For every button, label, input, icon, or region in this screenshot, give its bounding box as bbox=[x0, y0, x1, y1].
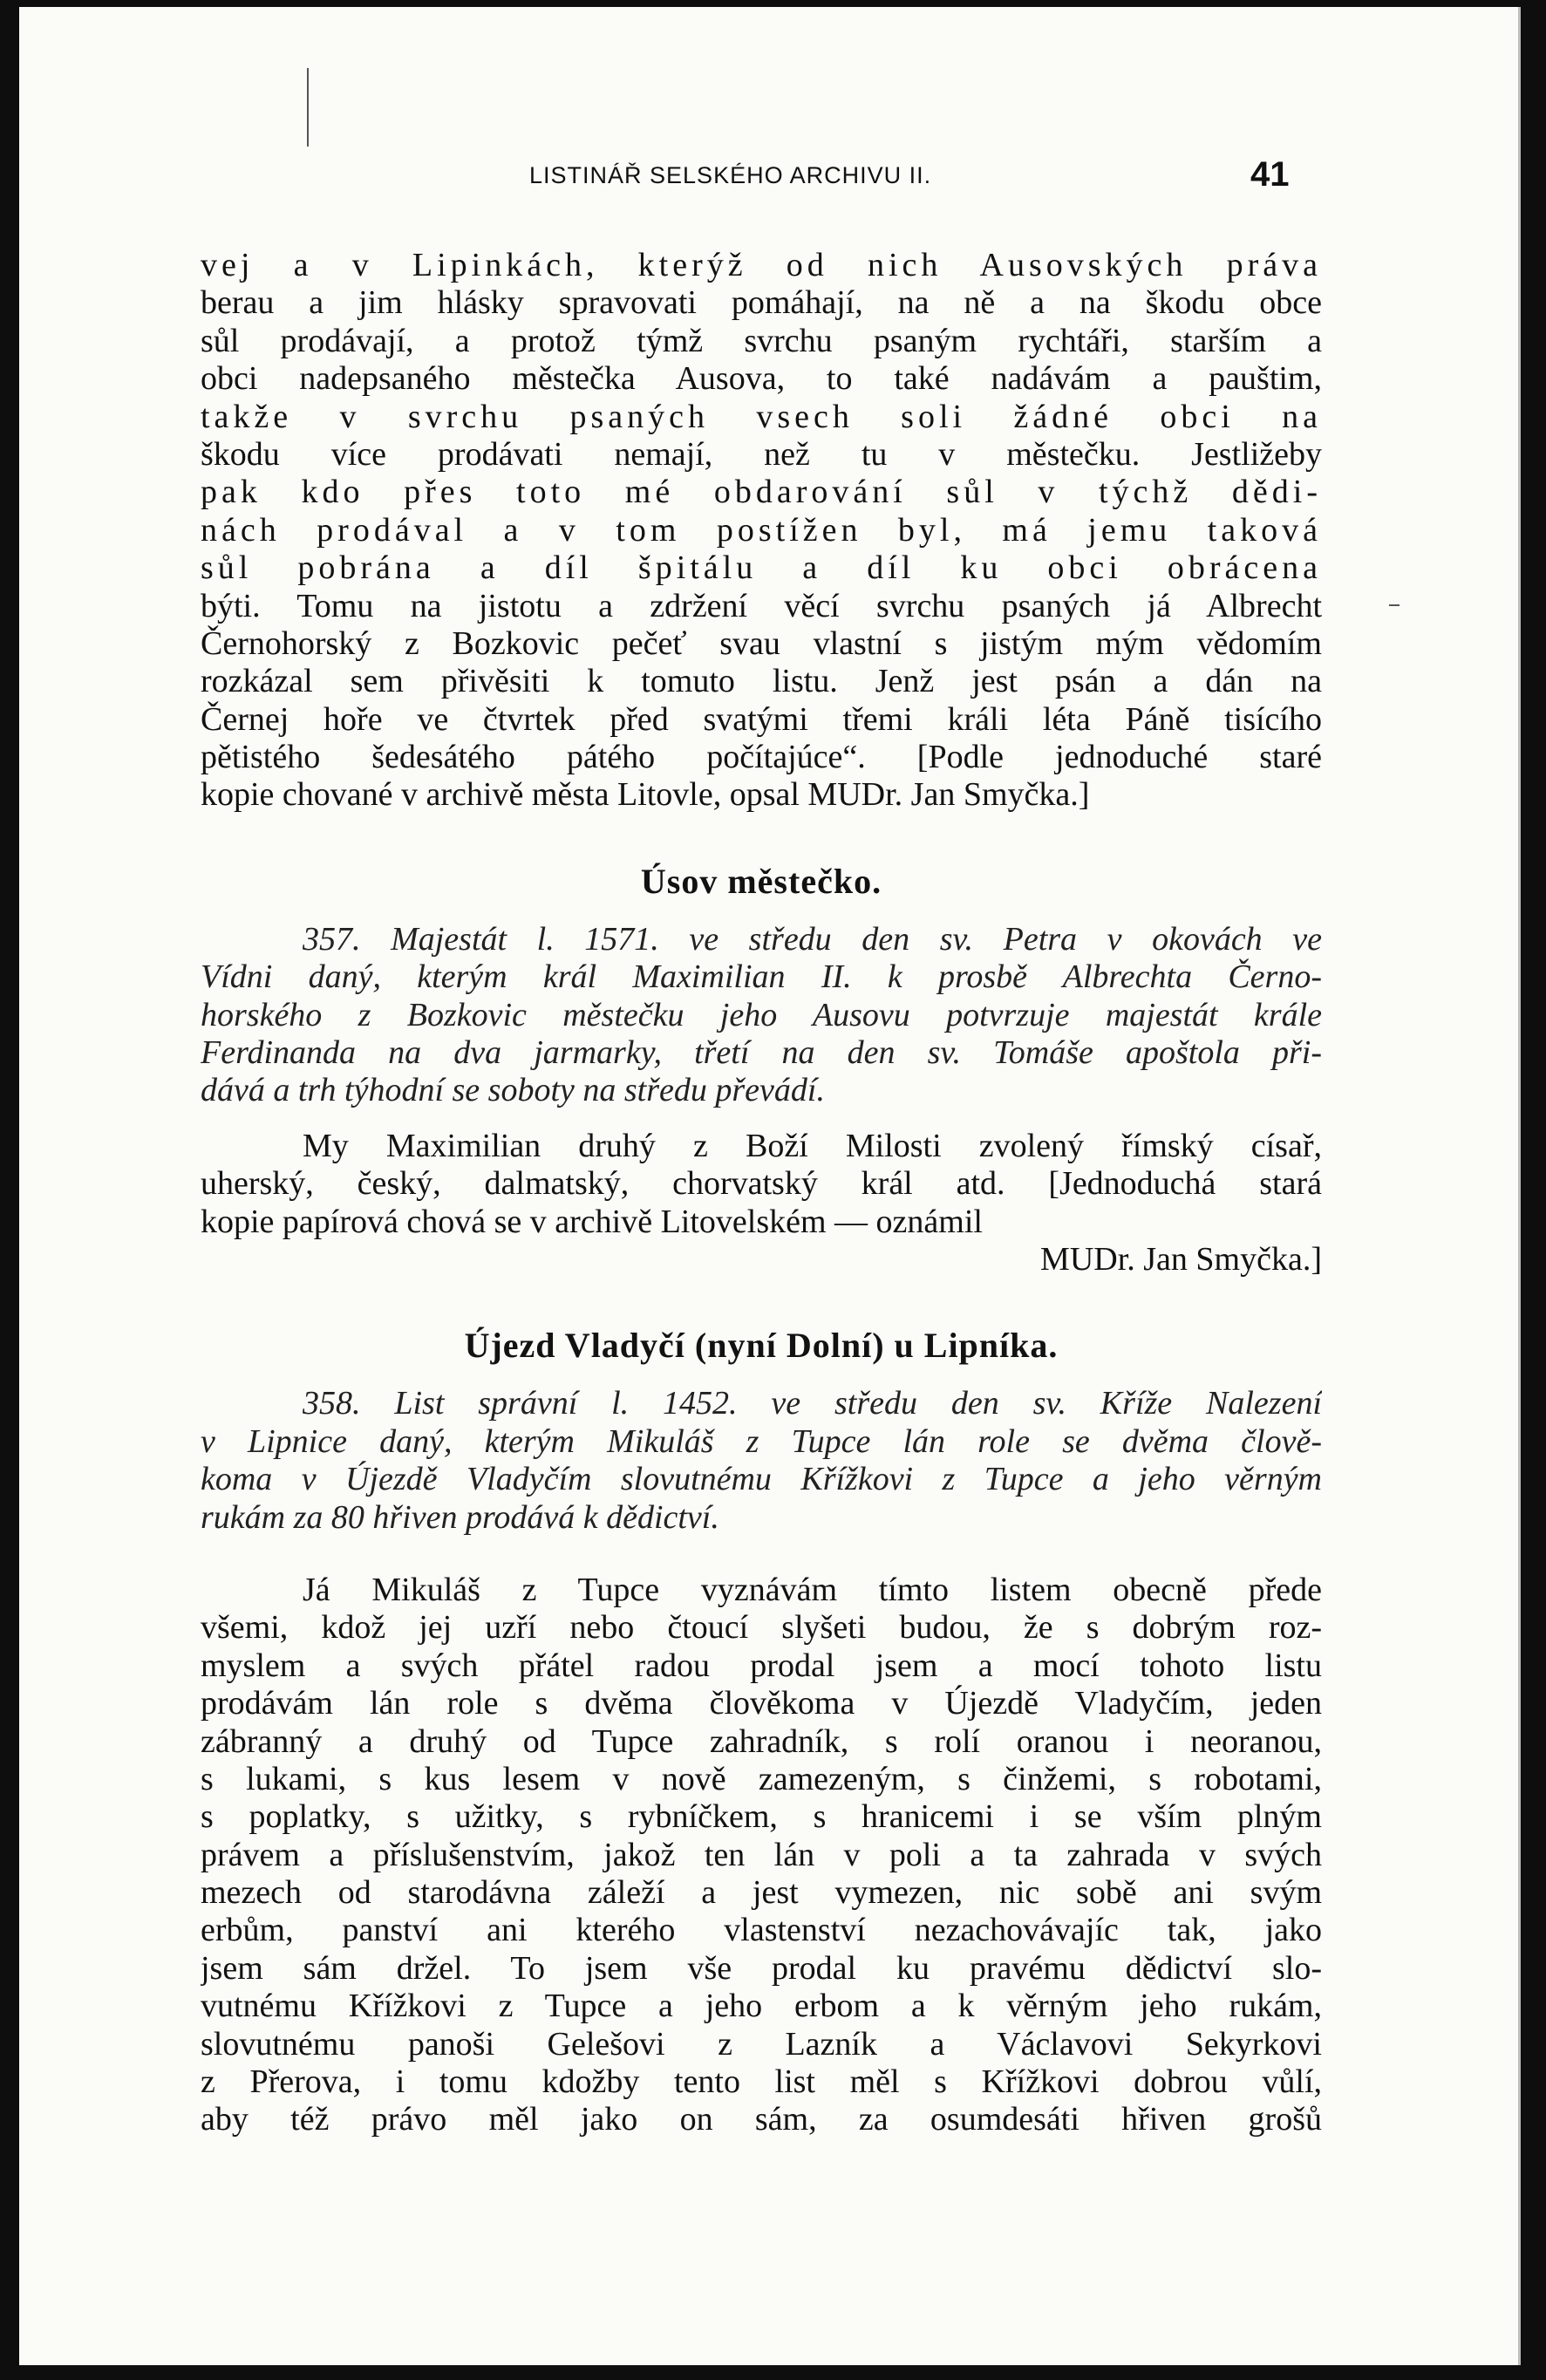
text-line: erbům, panství ani kterého vlastenství nezachovávajíc tak, jako bbox=[201, 1912, 1322, 1949]
text-line: všemi, kdož jej uzří nebo čtoucí slyšeti budou, že s dobrým roz- bbox=[201, 1609, 1322, 1647]
text-line: z Přerova, i tomu kdožby tento list měl s Křížkovi dobrou vůlí, bbox=[201, 2063, 1322, 2101]
text-line: prodávám lán role s dvěma člověkoma v Újezdě Vladyčím, jeden bbox=[201, 1685, 1322, 1722]
text-line: jsem sám držel. To jsem vše prodal ku pravému dědictví slo- bbox=[201, 1949, 1322, 1987]
text-line: kopie papírová chová se v archivě Litovelském — oznámil bbox=[201, 1203, 983, 1240]
regest-358 bbox=[201, 1385, 1322, 1537]
text-line: mezech od starodávna záleží a jest vymezen, nic sobě ani svým bbox=[201, 1874, 1322, 1912]
regest-line: 358. List správní l. 1452. ve středu den sv. Kříže Nalezení bbox=[303, 1385, 1322, 1422]
text-line: býti. Tomu na jistotu a zdržení věcí svrchu psaných já Albrecht bbox=[201, 587, 1322, 624]
text-line: zábranný a druhý od Tupce zahradník, s rolí oranou i neoranou, bbox=[201, 1722, 1322, 1760]
regest-line: Ferdinanda na dva jarmarky, třetí na den sv. Tomáše apoštola při- bbox=[201, 1034, 1322, 1072]
book-page bbox=[19, 7, 1521, 2365]
text-line: škodu více prodávati nemají, než tu v městečku. Jestližeby bbox=[201, 435, 1322, 473]
page-number: 41 bbox=[1250, 155, 1290, 194]
regest-line: koma v Újezdě Vladyčím slovutnému Křížkovi z Tupce a jeho věrným bbox=[201, 1461, 1322, 1498]
regest-357 bbox=[201, 921, 1322, 1110]
text-line: vej a v Lipinkách, kterýž od nich Ausovských práva bbox=[201, 247, 1322, 283]
document-357-text bbox=[201, 1128, 1322, 1279]
regest-line: rukám za 80 hřiven prodává k dědictví. bbox=[201, 1498, 719, 1536]
text-line: právem a příslušenstvím, jakož ten lán v poli a ta zahrada v svých bbox=[201, 1836, 1322, 1873]
regest-line: 357. Majestát l. 1571. ve středu den sv. Petra v okovách ve bbox=[303, 920, 1322, 958]
text-line: kopie chované v archivě města Litovle, opsal MUDr. Jan Smyčka.] bbox=[201, 776, 1090, 814]
regest-line: v Lipnice daný, kterým Mikuláš z Tupce lán role se dvěma člově- bbox=[201, 1422, 1322, 1460]
text-line: Černej hoře ve čtvrtek před svatými třemi králi léta Páně tisícího bbox=[201, 700, 1322, 738]
text-line: nách prodával a v tom postížen byl, má jemu taková bbox=[201, 511, 1322, 549]
document-358-text bbox=[201, 1572, 1322, 2139]
scan-mark-top bbox=[307, 68, 309, 147]
text-line: obci nadepsaného městečka Ausova, to také nadávám a pauštim, bbox=[201, 360, 1322, 398]
text-line: Já Mikuláš z Tupce vyznávám tímto listem obecně přede bbox=[303, 1571, 1322, 1608]
document-356-tail bbox=[201, 247, 1322, 815]
page-text bbox=[201, 247, 1322, 2139]
text-line: takže v svrchu psaných vsech soli žádné obci na bbox=[201, 398, 1322, 435]
text-line: s poplatky, s užitky, s rybníčkem, s hranicemi i se vším plným bbox=[201, 1798, 1322, 1836]
section-heading-ujezd: Újezd Vladyčí (nyní Dolní) u Lipníka. bbox=[464, 1326, 1059, 1366]
text-line: uherský, český, dalmatský, chorvatský král atd. [Jednoduchá stará bbox=[201, 1165, 1322, 1203]
regest-line: horského z Bozkovic městečku jeho Ausovu potvrzuje majestát krále bbox=[201, 996, 1322, 1033]
text-line: s lukami, s kus lesem v nově zamezeným, s činžemi, s robotami, bbox=[201, 1760, 1322, 1797]
regest-line: Vídni daný, kterým král Maximilian II. k prosbě Albrechta Černo- bbox=[201, 958, 1322, 996]
regest-line: dává a trh týhodní se soboty na středu převádí. bbox=[201, 1072, 825, 1109]
text-line: berau a jim hlásky spravovati pomáhají, na ně a na škodu obce bbox=[201, 284, 1322, 322]
text-line: sůl prodávají, a protož týmž svrchu psaným rychtáři, starším a bbox=[201, 322, 1322, 359]
text-line: aby též právo měl jako on sám, za osumdesáti hřiven grošů bbox=[201, 2101, 1322, 2138]
text-line: rozkázal sem přivěsiti k tomuto listu. Jenž jest psán a dán na bbox=[201, 663, 1322, 700]
text-line: slovutnému panoši Gelešovi z Lazník a Václavovi Sekyrkovi bbox=[201, 2025, 1322, 2063]
text-line: pětistého šedesátého pátého počítajúce“. [Podle jednoduché staré bbox=[201, 739, 1322, 776]
text-line: vutnému Křížkovi z Tupce a jeho erbom a k věrným jeho rukám, bbox=[201, 1988, 1322, 2025]
text-line: pak kdo přes toto mé obdarování sůl v týchž dědi- bbox=[201, 474, 1322, 511]
running-title: LISTINÁŘ SELSKÉHO ARCHIVU II. bbox=[529, 162, 932, 188]
text-line: sůl pobrána a díl špitálu a díl ku obci obrácena bbox=[201, 549, 1322, 587]
section-heading-usov: Úsov městečko. bbox=[640, 861, 882, 901]
signature: MUDr. Jan Smyčka.] bbox=[1040, 1240, 1322, 1278]
text-line: My Maximilian druhý z Boží Milosti zvolený římský císař, bbox=[303, 1127, 1322, 1164]
text-line: myslem a svých přátel radou prodal jsem a mocí tohoto listu bbox=[201, 1647, 1322, 1684]
scan-mark-right bbox=[1389, 604, 1400, 606]
text-line: Černohorský z Bozkovic pečeť svau vlastní s jistým mým vědomím bbox=[201, 624, 1322, 662]
